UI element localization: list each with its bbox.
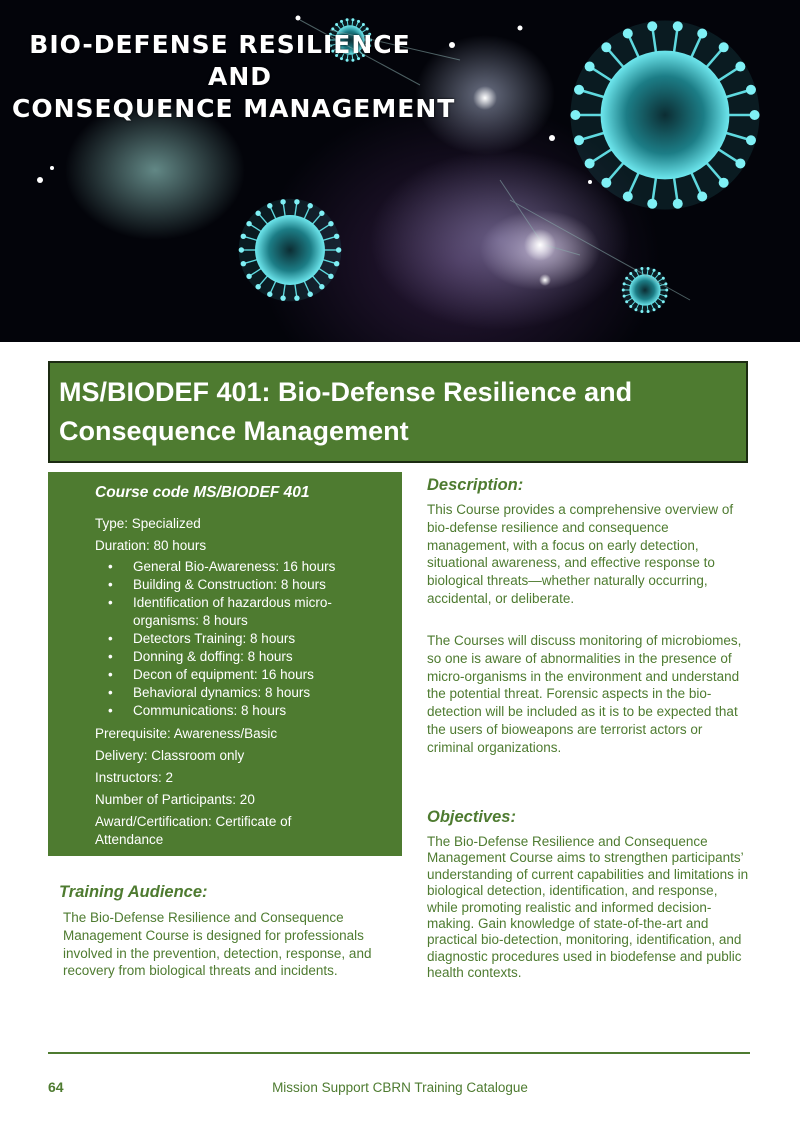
course-details-panel [48, 472, 402, 856]
page-number: 64 [48, 1079, 64, 1095]
module-item: • Identification of hazardous micro-organisms: 8 hours [95, 594, 395, 630]
module-item: • Behavioral dynamics: 8 hours [95, 684, 395, 702]
hero-title-line1: BIO-DEFENSE RESILIENCE [29, 30, 411, 59]
hero-title-line2: AND [207, 62, 273, 91]
objectives-text: The Bio-Defense Resilience and Consequence Management Course aims to strengthen participants’ understanding of current capabilities and limitations in biological detection, identification, and response, while promoting realistic and informed decision-making. Gain knowledge of state-of-the-art and practical bio-detection, monitoring, identification, and diagnostic procedures used in biodefense and public health contexts. [427, 834, 749, 981]
course-delivery: Delivery: Classroom only [95, 748, 245, 763]
module-item: • General Bio-Awareness: 16 hours [95, 558, 395, 576]
module-item: • Detectors Training: 8 hours [95, 630, 395, 648]
course-title: MS/BIODEF 401: Bio-Defense Resilience and Consequence Management [59, 377, 633, 446]
description-heading: Description: [427, 476, 524, 494]
course-duration: Duration: 80 hours [95, 538, 207, 553]
module-item: • Decon of equipment: 16 hours [95, 666, 395, 684]
course-instructors: Instructors: 2 [95, 770, 174, 785]
virus-particle [570, 21, 759, 210]
hero-title-line3: CONSEQUENCE MANAGEMENT [12, 94, 456, 123]
training-audience-text: The Bio-Defense Resilience and Consequence Management Course is designed for professionals involved in the prevention, detection, response, and recovery from biological threats and incidents. [63, 910, 372, 979]
course-title-banner [48, 361, 748, 463]
description-paragraph-1: This Course provides a comprehensive overview of bio-defense resilience and consequence management, with a focus on early detection, situational awareness, and effective response to biological threats—whether naturally occurring, accidental, or deliberate. [427, 502, 734, 606]
hero-banner [0, 0, 800, 342]
module-item: • Communications: 8 hours [95, 702, 395, 720]
virus-particle [239, 199, 342, 302]
footer-catalogue-title: Mission Support CBRN Training Catalogue [272, 1080, 528, 1095]
module-item: • Building & Construction: 8 hours [95, 576, 395, 594]
training-audience-heading: Training Audience: [59, 883, 208, 901]
course-prerequisite: Prerequisite: Awareness/Basic [95, 726, 278, 741]
module-item: • Donning & doffing: 8 hours [95, 648, 395, 666]
course-type: Type: Specialized [95, 516, 201, 531]
module-list [95, 558, 395, 720]
objectives-heading: Objectives: [427, 808, 516, 826]
footer-divider [48, 1052, 750, 1054]
course-participants: Number of Participants: 20 [95, 792, 255, 807]
virus-particle [622, 267, 669, 313]
description-paragraph-2: The Courses will discuss monitoring of microbiomes, so one is aware of abnormalities in the presence of micro-organisms in the environment and understand the potential threat. Forensic aspects in the bio-detection will be included as it is to be expected that the users of bioweapons are terrorist actors or criminal organizations. [427, 633, 742, 755]
course-award: Award/Certification: Certificate of Attendance [95, 814, 292, 847]
course-code: Course code MS/BIODEF 401 [95, 484, 310, 501]
